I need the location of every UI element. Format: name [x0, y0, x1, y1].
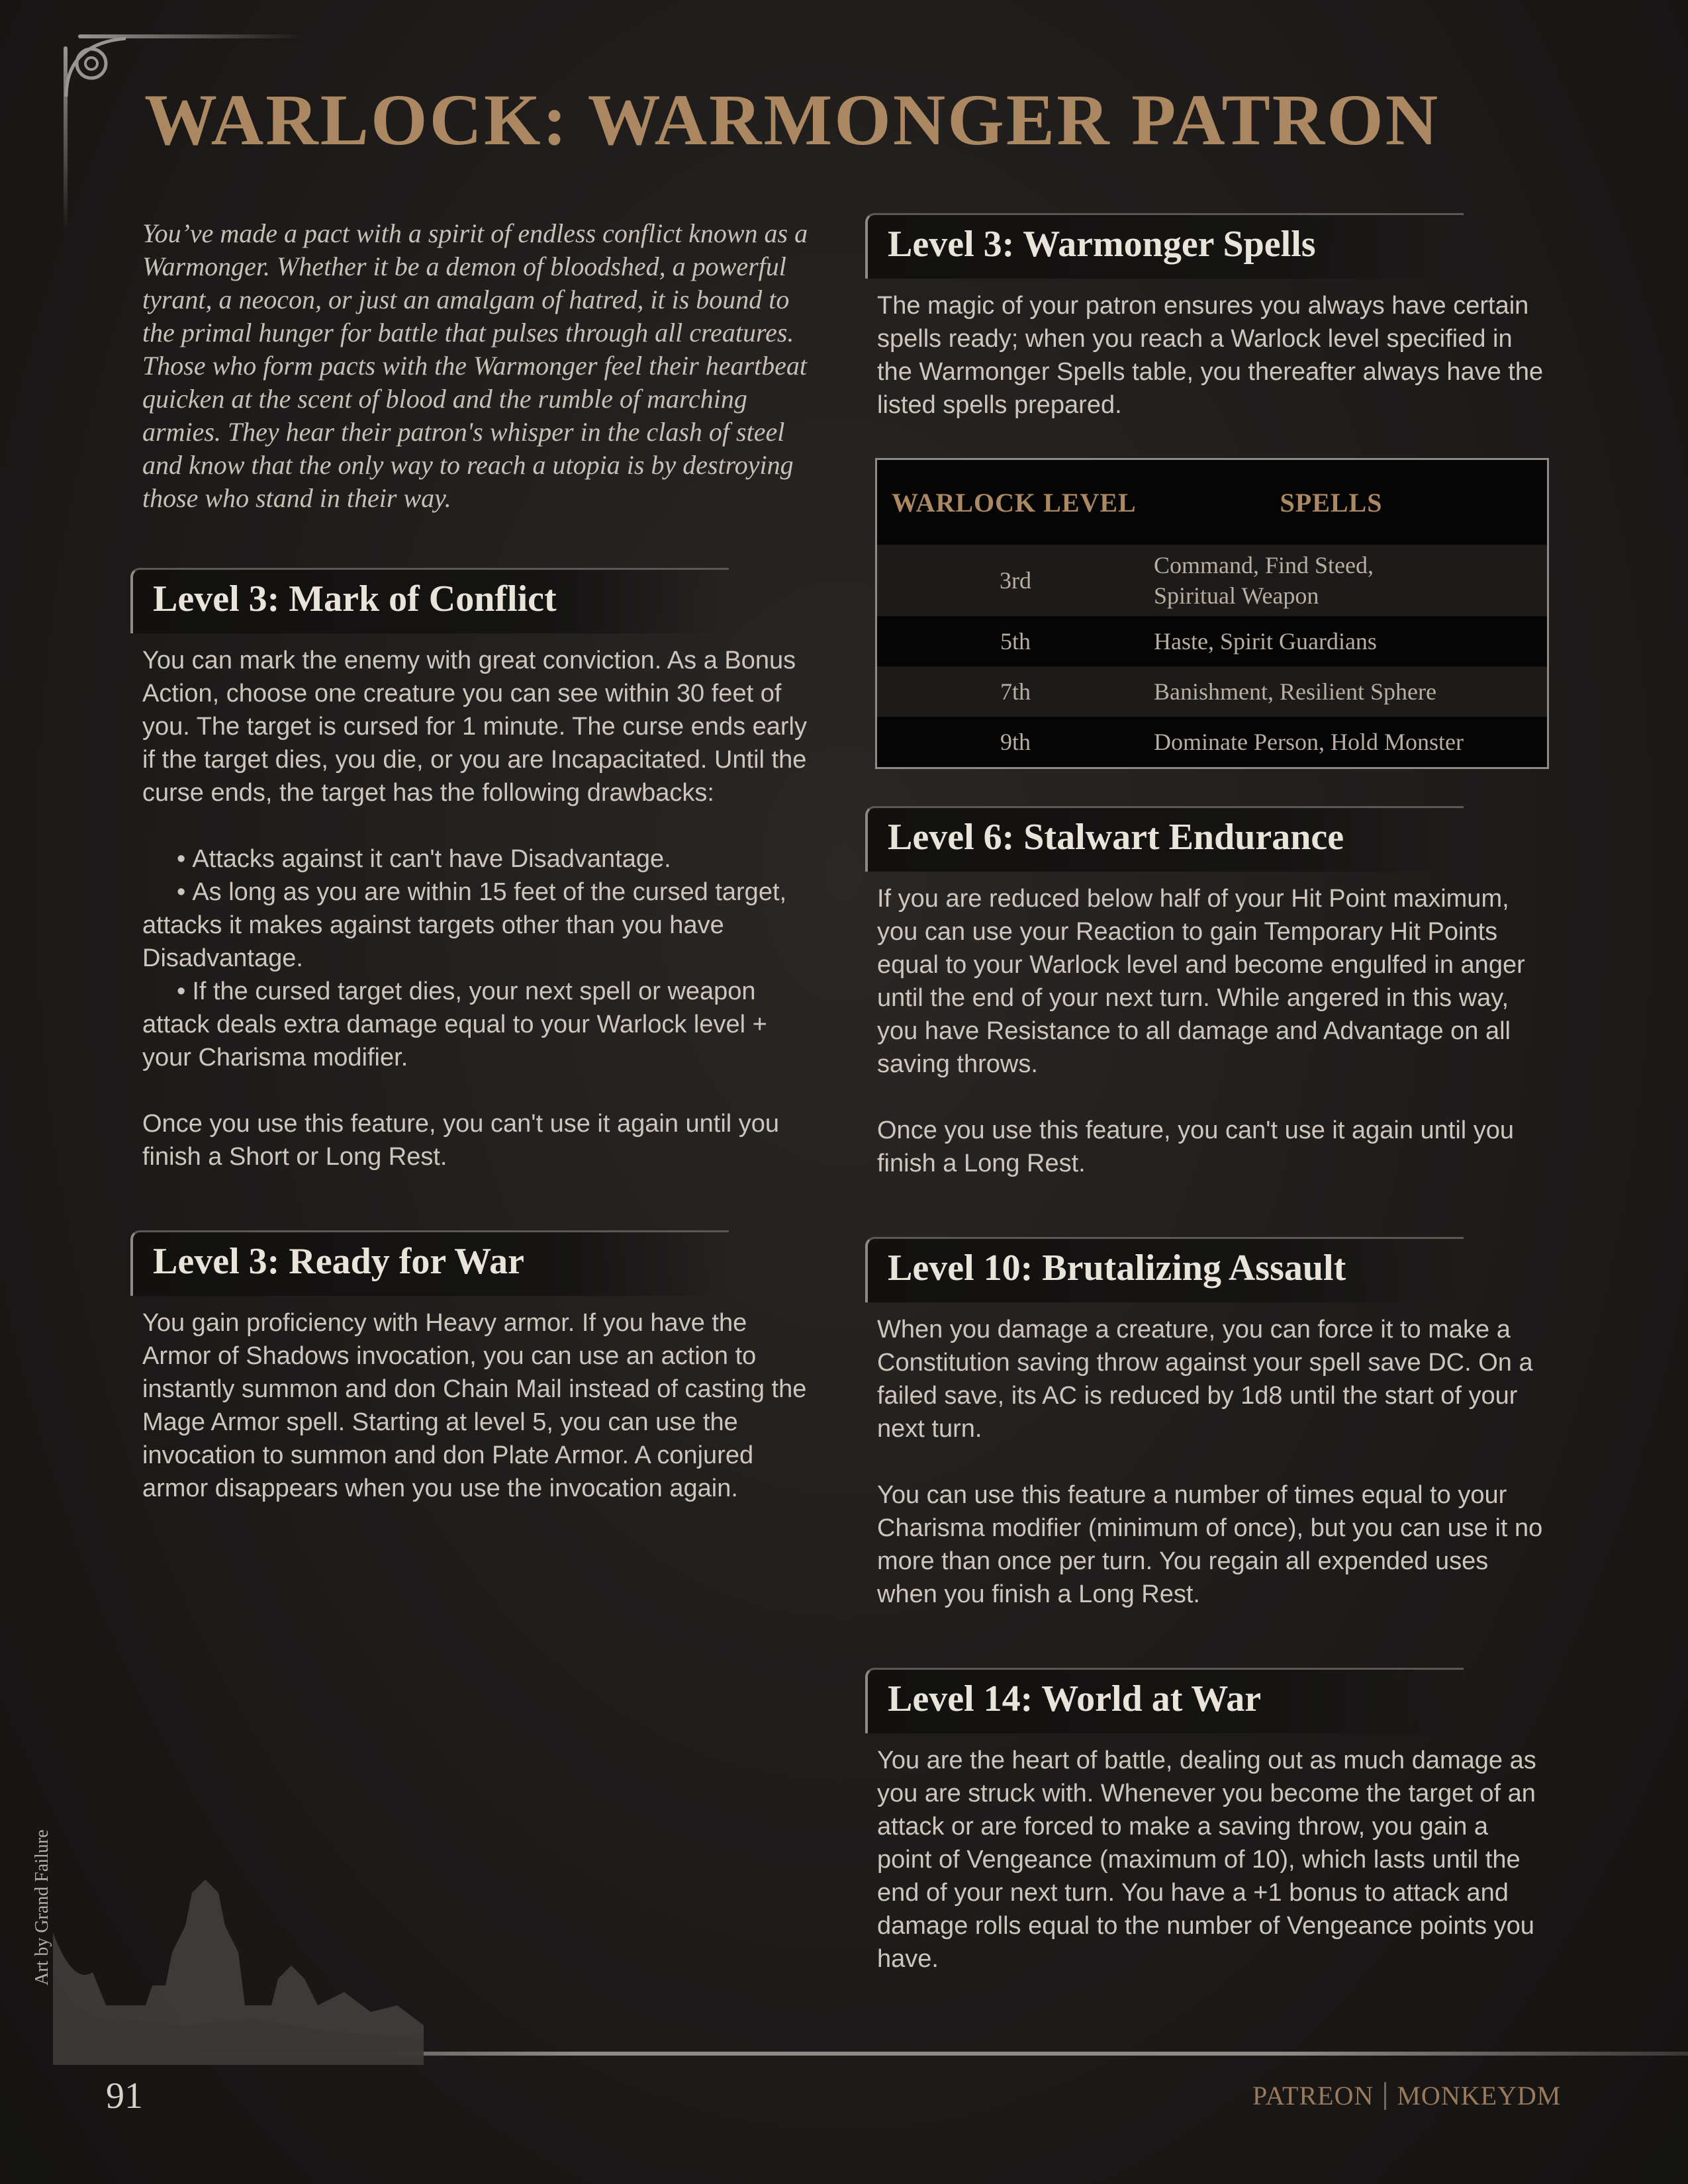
stalwart-endurance-body: If you are reduced below half of your Hit Point maximum, you can use your Reaction to gain Temporary Hit Points equal to your Warlock level and become engulfed in anger until the end of your next turn. While angered in this way, you have Resistance to all damage and Advantage on all saving throws. — [877, 885, 1525, 1078]
stalwart-endurance-closing: Once you use this feature, you can't use it again until you finish a Long Rest. — [877, 1116, 1515, 1177]
cell-level: 9th — [1000, 729, 1031, 755]
castle-silhouette-icon — [53, 1853, 424, 2065]
warmonger-spells-body: The magic of your patron ensures you always have certain spells ready; when you reach a Warlock level specified in the Warmonger Spells table, you thereafter always have the listed spells prepared. — [877, 292, 1544, 419]
world-at-war-body: You are the heart of battle, dealing out as much damage as you are struck with. Whenever you become the target of an attack or are forced to make a saving throw, you gain a point of Vengeance (maximum of 10), which lasts until the end of your next turn. You have a +1 bonus to attack and damage rolls equal to the number of Vengeance points you have. — [877, 1747, 1536, 1973]
heading-stalwart-endurance — [865, 806, 1464, 872]
page-title: WARLOCK: WARMONGER PATRON — [144, 79, 1440, 160]
heading-text: Level 10: Brutalizing Assault — [888, 1248, 1346, 1289]
art-credit: Art by Grand Failure — [32, 1829, 52, 1985]
footer-brand — [1252, 2080, 1561, 2111]
cell-level: 3rd — [1000, 567, 1031, 594]
heading-world-at-war — [865, 1668, 1464, 1733]
mark-of-conflict-body: You can mark the enemy with great conviction. As a Bonus Action, choose one creature you can see within 30 feet of you. The target is cursed for 1 minute. The curse ends early if the target dies, you die, or you are Incapacitated. Until the curse ends, the target has the following drawbacks: — [142, 647, 807, 807]
heading-mark-of-conflict — [130, 568, 729, 633]
column-header-spells: SPELLS — [1280, 487, 1383, 518]
ready-for-war-body: You gain proficiency with Heavy armor. If you have the Armor of Shadows invocation, you can use an action to instantly summon and don Chain Mail instead of casting the Mage Armor spell. Starting at level 5, you can use the invocation to summon and don Plate Armor. A conjured armor disappears when you use the invocation again. — [142, 1309, 807, 1502]
heading-brutalizing-assault — [865, 1237, 1464, 1302]
left-column — [142, 217, 811, 1505]
heading-text: Level 14: World at War — [888, 1678, 1262, 1719]
list-item: • If the cursed target dies, your next spell or weapon attack deals extra damage equal to your Warlock level + your Charisma modifier. — [142, 978, 767, 1071]
page-number: 91 — [106, 2075, 143, 2116]
table-row — [877, 666, 1547, 717]
column-header-level: WARLOCK LEVEL — [892, 487, 1137, 518]
cell-spells: Banishment, Resilient Sphere — [1154, 678, 1436, 705]
drawbacks-list — [142, 842, 811, 1074]
right-column-lower — [877, 806, 1546, 1976]
table-row — [877, 717, 1547, 767]
brand-patreon: PATREON — [1252, 2081, 1374, 2111]
table-header — [877, 460, 1547, 545]
heading-text: Level 3: Mark of Conflict — [153, 578, 557, 619]
corner-swirl-icon — [53, 24, 132, 103]
bullet-icon: • — [177, 878, 186, 906]
cell-spells: Haste, Spirit Guardians — [1154, 628, 1377, 655]
table-row — [877, 616, 1547, 666]
heading-ready-for-war — [130, 1230, 729, 1296]
heading-text: Level 3: Warmonger Spells — [888, 224, 1316, 265]
right-column — [877, 213, 1546, 422]
bullet-icon: • — [177, 845, 186, 873]
brutalizing-assault-body: When you damage a creature, you can force it to make a Constitution saving throw against your spell save DC. On a failed save, its AC is reduced by 1d8 until the start of your next turn. — [877, 1316, 1533, 1443]
brand-divider — [1384, 2082, 1386, 2110]
intro-text: You’ve made a pact with a spirit of endless conflict known as a Warmonger. Whether it be a demon of bloodshed, a powerful tyrant, a neocon, or just an amalgam of hatred, it is bound to the primal hunger for battle that pulses through all creatures. Those who form pacts with the Warmonger feel their heartbeat quicken at the scent of blood and the rumble of marching armies. They hear their patron's whisper in the clash of steel and know that the only way to reach a utopia is by destroying those who stand in their way. — [142, 218, 808, 513]
heading-text: Level 6: Stalwart Endurance — [888, 817, 1344, 858]
mark-of-conflict-closing: Once you use this feature, you can't use it again until you finish a Short or Long Rest. — [142, 1110, 780, 1171]
bullet-icon: • — [177, 978, 186, 1005]
cell-level: 7th — [1000, 678, 1031, 705]
cell-spells: Dominate Person, Hold Monster — [1154, 729, 1464, 755]
heading-text: Level 3: Ready for War — [153, 1241, 524, 1282]
heading-warmonger-spells — [865, 213, 1464, 279]
brutalizing-assault-closing: You can use this feature a number of times equal to your Charisma modifier (minimum of once), but you can use it no more than once per turn. You regain all expended uses when you finish a Long Rest. — [877, 1481, 1543, 1608]
table-row — [877, 545, 1547, 616]
list-item: • Attacks against it can't have Disadvantage. — [177, 845, 671, 873]
brand-monkeydm: MONKEYDM — [1397, 2081, 1562, 2111]
list-item: • As long as you are within 15 feet of the cursed target, attacks it makes against targets other than you have Disadvantage. — [142, 878, 787, 972]
cell-level: 5th — [1000, 628, 1031, 655]
warmonger-spells-table — [875, 458, 1549, 769]
cell-spells: Command, Find Steed, Spiritual Weapon — [1154, 552, 1374, 609]
